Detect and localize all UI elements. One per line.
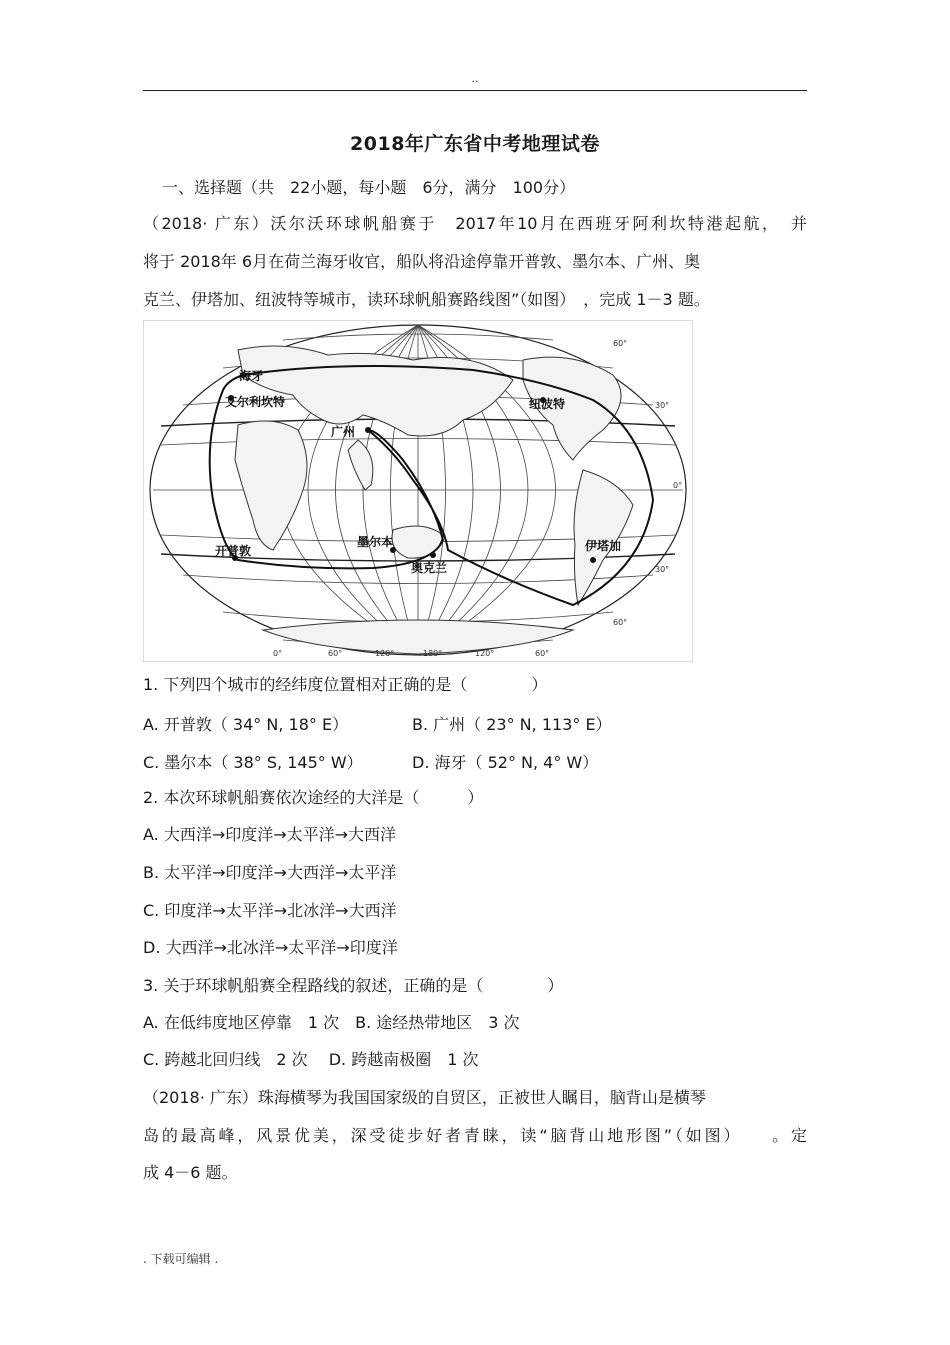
label-kaipudun: 开普敦	[215, 544, 252, 558]
sailing-route-map	[143, 320, 693, 662]
q2-option-c: C. 印度洋→太平洋→北冰洋→大西洋	[143, 901, 397, 920]
lon-tick-120w: 120°	[475, 649, 495, 658]
q2-option-a: A. 大西洋→印度洋→太平洋→大西洋	[143, 825, 397, 844]
q3-options-cd: C. 跨越北回归线 2 次 D. 跨越南极圈 1 次	[143, 1050, 479, 1069]
lon-tick-60e: 60°	[328, 649, 343, 658]
header-rule	[143, 90, 807, 91]
q1-stem: 1. 下列四个城市的经纬度位置相对正确的是（ ）	[143, 675, 548, 694]
intro1-line2: 将于 2018年 6月在荷兰海牙收官，船队将沿途停靠开普敦、墨尔本、广州、奥	[143, 252, 701, 271]
q1-option-a: A. 开普敦（ 34° N, 18° E）	[143, 715, 349, 734]
lon-tick-60w: 60°	[535, 649, 550, 658]
lon-tick-120e: 120°	[375, 649, 395, 658]
intro2-line1: （2018· 广东）珠海横琴为我国国家级的自贸区，正被世人瞩目，脑背山是横琴	[143, 1088, 706, 1107]
intro1-line1: （2018· 广东）沃尔沃环球帆船赛于 2017年10月在西班牙阿利坎特港起航， 并	[143, 214, 807, 233]
header-dots: ..	[471, 72, 479, 85]
label-aierlikante: 艾尔利坎特	[225, 395, 286, 409]
q3-stem: 3. 关于环球帆船赛全程路线的叙述，正确的是（ ）	[143, 976, 564, 995]
lat-tick-30n: 30°	[655, 401, 670, 410]
lat-tick-60s: 60°	[613, 618, 628, 627]
q2-option-b: B. 太平洋→印度洋→大西洋→太平洋	[143, 863, 397, 882]
q1-option-d: D. 海牙（ 52° N, 4° W）	[412, 753, 599, 772]
section-heading: 一、选择题（共 22小题，每小题 6分，满分 100分）	[162, 178, 576, 197]
label-yitajia: 伊塔加	[585, 539, 622, 553]
q1-option-c: C. 墨尔本（ 38° S, 145° W）	[143, 753, 363, 772]
footer-note: . 下载可编辑 .	[143, 1252, 219, 1266]
intro2-line2: 岛的最高峰，风景优美，深受徒步好者青睐，读“脑背山地形图”（如图） 。定	[143, 1126, 807, 1145]
lat-tick-30s: 30°	[655, 565, 670, 574]
q2-option-d: D. 大西洋→北冰洋→太平洋→印度洋	[143, 938, 398, 957]
label-aokelan: 奥克兰	[411, 561, 448, 575]
lon-tick-180: 180°	[423, 649, 443, 658]
q1-option-b: B. 广州（ 23° N, 113° E）	[412, 715, 612, 734]
lat-tick-60n: 60°	[613, 339, 628, 348]
page-title: 2018年广东省中考地理试卷	[350, 133, 600, 155]
label-haiya: 海牙	[239, 369, 264, 383]
label-guangzhou: 广州	[331, 425, 356, 439]
lat-tick-0: 0°	[673, 481, 683, 490]
label-niubote: 纽波特	[529, 397, 566, 411]
q3-options-ab: A. 在低纬度地区停靠 1 次 B. 途经热带地区 3 次	[143, 1013, 520, 1032]
intro1-line3: 克兰、伊塔加、纽波特等城市，读环球帆船赛路线图”（如图） ，完成 1－3 题。	[143, 290, 710, 309]
label-moerben: 墨尔本	[357, 535, 394, 549]
lon-tick-0: 0°	[273, 649, 283, 658]
q2-stem: 2. 本次环球帆船赛依次途经的大洋是（ ）	[143, 788, 484, 807]
intro2-line3: 成 4－6 题。	[143, 1163, 238, 1182]
